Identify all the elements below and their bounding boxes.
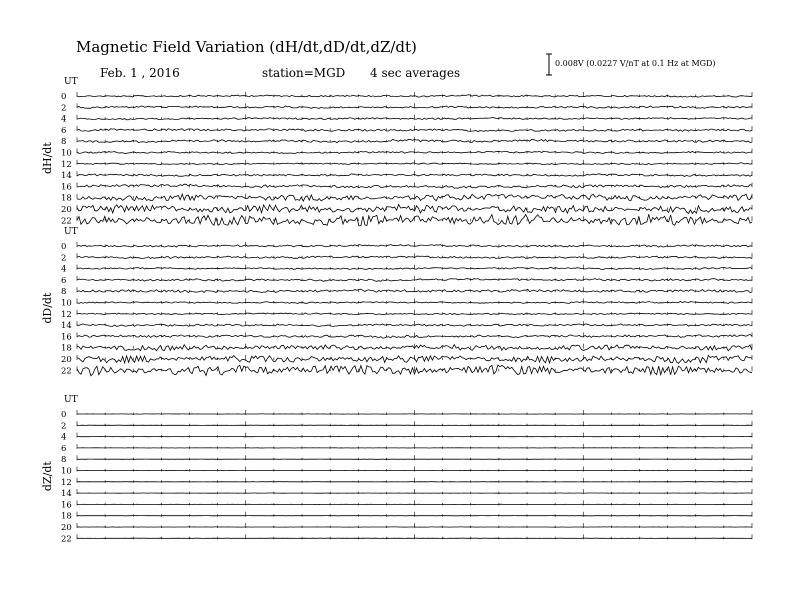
panel-2 xyxy=(41,395,752,544)
ut-label: UT xyxy=(64,77,78,87)
row-hour-label: 0 xyxy=(61,242,67,252)
date-label: Feb. 1 , 2016 xyxy=(100,66,180,80)
row-hour-label: 18 xyxy=(61,511,72,522)
row-hour-label: 22 xyxy=(61,366,72,377)
row-hour-label: 2 xyxy=(61,421,67,432)
row-hour-label: 14 xyxy=(61,171,72,182)
component-label: dD/dt xyxy=(41,292,54,324)
row-hour-label: 4 xyxy=(61,432,67,443)
row-hour-label: 2 xyxy=(61,103,67,114)
row-hour-label: 12 xyxy=(61,477,72,488)
row-hour-label: 22 xyxy=(61,534,72,545)
row-hour-label: 20 xyxy=(61,355,72,365)
row-hour-label: 12 xyxy=(61,309,72,320)
scale-label: 0.008V (0.0227 V/nT at 0.1 Hz at MGD) xyxy=(555,59,716,68)
panel-0 xyxy=(41,77,752,226)
row-hour-label: 14 xyxy=(61,321,72,332)
component-label: dZ/dt xyxy=(41,461,54,492)
station-label: station=MGD xyxy=(262,66,346,80)
row-hour-label: 0 xyxy=(61,92,67,102)
row-hour-label: 14 xyxy=(61,489,72,500)
row-hour-label: 22 xyxy=(61,216,72,227)
row-hour-label: 2 xyxy=(61,253,67,264)
row-hour-label: 10 xyxy=(61,148,72,159)
ut-label: UT xyxy=(64,227,78,237)
row-hour-label: 6 xyxy=(61,275,67,286)
panel-1 xyxy=(41,227,752,376)
row-hour-label: 16 xyxy=(61,500,72,511)
row-hour-label: 10 xyxy=(61,466,72,477)
row-hour-label: 8 xyxy=(61,455,67,466)
row-hour-label: 16 xyxy=(61,332,72,343)
row-hour-label: 20 xyxy=(61,205,72,215)
row-hour-label: 16 xyxy=(61,182,72,193)
chart-title: Magnetic Field Variation (dH/dt,dD/dt,dZ/dt) xyxy=(76,38,417,56)
row-hour-label: 18 xyxy=(61,343,72,354)
averaging-label: 4 sec averages xyxy=(370,66,461,80)
row-hour-label: 6 xyxy=(61,443,67,454)
row-hour-label: 8 xyxy=(61,137,67,148)
row-hour-label: 8 xyxy=(61,287,67,298)
component-label: dH/dt xyxy=(41,142,54,175)
row-hour-label: 6 xyxy=(61,125,67,136)
row-hour-label: 18 xyxy=(61,193,72,204)
row-hour-label: 0 xyxy=(61,410,67,420)
row-hour-label: 12 xyxy=(61,159,72,170)
row-hour-label: 20 xyxy=(61,523,72,533)
row-hour-label: 4 xyxy=(61,264,67,275)
row-hour-label: 10 xyxy=(61,298,72,309)
scale-bar xyxy=(546,54,552,75)
row-hour-label: 4 xyxy=(61,114,67,125)
ut-label: UT xyxy=(64,395,78,405)
